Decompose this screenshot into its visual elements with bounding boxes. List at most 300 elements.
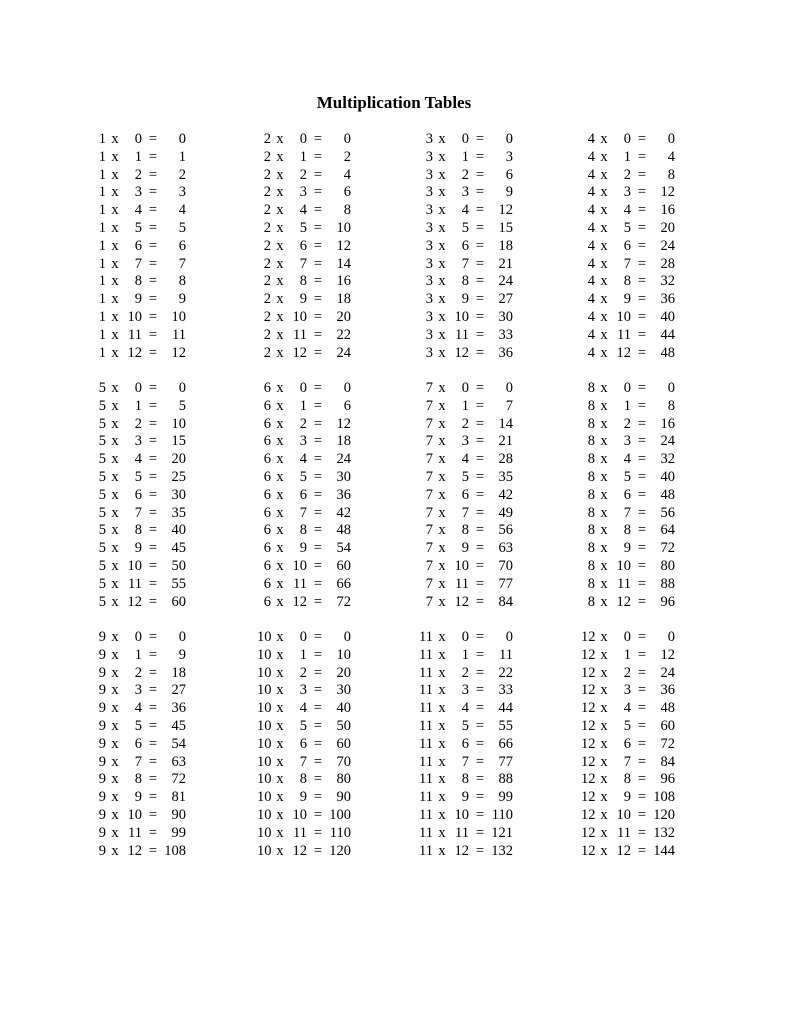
fact-row: [92, 558, 242, 576]
multiplier: 12: [616, 842, 631, 859]
times-sign: x: [276, 664, 284, 681]
equals-sign: =: [313, 397, 323, 414]
fact-row: [92, 327, 242, 345]
multiplier: 7: [623, 504, 631, 521]
multiplicand: 5: [98, 575, 106, 592]
fact-row: [419, 256, 569, 274]
fact-row: [419, 238, 569, 256]
fact-row: [419, 273, 569, 291]
product: 16: [660, 202, 675, 219]
times-sign: x: [600, 504, 608, 521]
table-2: [257, 131, 407, 362]
equals-sign: =: [148, 184, 158, 201]
product: 84: [498, 593, 513, 610]
product: 48: [660, 344, 675, 361]
fact-row: [419, 522, 569, 540]
multiplicand: 10: [257, 806, 272, 823]
fact-row: [419, 700, 569, 718]
product: 11: [499, 646, 513, 663]
equals-sign: =: [475, 131, 485, 147]
fact-row: [257, 629, 407, 647]
multiplicand: 7: [425, 557, 433, 574]
fact-row: [92, 807, 242, 825]
equals-sign: =: [475, 308, 485, 325]
fact-row: [581, 487, 731, 505]
times-sign: x: [438, 789, 446, 806]
equals-sign: =: [313, 522, 323, 539]
equals-sign: =: [475, 806, 485, 823]
multiplier: 5: [134, 717, 142, 734]
multiplier: 8: [461, 273, 469, 290]
product: 4: [343, 166, 351, 183]
product: 0: [667, 131, 675, 147]
fact-row: [419, 629, 569, 647]
times-sign: x: [600, 202, 608, 219]
multiplier: 4: [461, 700, 469, 717]
equals-sign: =: [148, 504, 158, 521]
multiplicand: 11: [419, 824, 433, 841]
product: 25: [171, 468, 186, 485]
equals-sign: =: [148, 308, 158, 325]
product: 35: [171, 504, 186, 521]
multiplier: 8: [461, 522, 469, 539]
product: 70: [498, 557, 513, 574]
equals-sign: =: [475, 504, 485, 521]
fact-row: [257, 594, 407, 612]
product: 50: [336, 717, 351, 734]
multiplicand: 7: [425, 451, 433, 468]
multiplier: 6: [623, 735, 631, 752]
equals-sign: =: [148, 255, 158, 272]
fact-row: [581, 505, 731, 523]
multiplicand: 9: [98, 629, 106, 645]
fact-row: [581, 700, 731, 718]
equals-sign: =: [475, 842, 485, 859]
times-sign: x: [111, 700, 119, 717]
product: 0: [343, 131, 351, 147]
times-sign: x: [438, 842, 446, 859]
equals-sign: =: [148, 273, 158, 290]
fact-row: [581, 576, 731, 594]
multiplicand: 3: [425, 273, 433, 290]
fact-row: [419, 416, 569, 434]
multiplicand: 2: [263, 326, 271, 343]
equals-sign: =: [148, 166, 158, 183]
times-sign: x: [111, 806, 119, 823]
times-sign: x: [438, 593, 446, 610]
multiplicand: 12: [581, 806, 596, 823]
times-sign: x: [600, 415, 608, 432]
times-sign: x: [111, 593, 119, 610]
multiplicand: 12: [581, 664, 596, 681]
fact-row: [257, 398, 407, 416]
multiplicand: 7: [425, 575, 433, 592]
times-sign: x: [600, 540, 608, 557]
multiplicand: 3: [425, 148, 433, 165]
product: 99: [498, 789, 513, 806]
times-sign: x: [111, 202, 119, 219]
page-title: Multiplication Tables: [316, 93, 472, 112]
multiplicand: 1: [98, 219, 106, 236]
equals-sign: =: [475, 540, 485, 557]
times-sign: x: [600, 433, 608, 450]
fact-row: [581, 345, 731, 363]
times-sign: x: [600, 166, 608, 183]
fact-row: [419, 789, 569, 807]
fact-row: [419, 202, 569, 220]
equals-sign: =: [148, 468, 158, 485]
equals-sign: =: [637, 433, 647, 450]
product: 48: [660, 486, 675, 503]
equals-sign: =: [148, 237, 158, 254]
multiplicand: 7: [425, 593, 433, 610]
multiplicand: 4: [587, 308, 595, 325]
times-sign: x: [438, 433, 446, 450]
fact-row: [92, 736, 242, 754]
multiplicand: 7: [425, 540, 433, 557]
times-sign: x: [111, 148, 119, 165]
equals-sign: =: [475, 468, 485, 485]
equals-sign: =: [637, 486, 647, 503]
multiplier: 2: [299, 415, 307, 432]
multiplier: 4: [134, 451, 142, 468]
product: 16: [336, 273, 351, 290]
product: 36: [171, 700, 186, 717]
product: 14: [336, 255, 351, 272]
product: 4: [667, 148, 675, 165]
multiplier: 3: [461, 433, 469, 450]
multiplicand: 3: [425, 344, 433, 361]
multiplier: 9: [299, 789, 307, 806]
product: 80: [336, 771, 351, 788]
product: 30: [336, 682, 351, 699]
multiplier: 0: [134, 629, 142, 645]
fact-row: [92, 576, 242, 594]
fact-row: [92, 700, 242, 718]
product: 80: [660, 557, 675, 574]
equals-sign: =: [148, 202, 158, 219]
times-sign: x: [438, 629, 446, 645]
equals-sign: =: [637, 504, 647, 521]
fact-row: [419, 558, 569, 576]
multiplicand: 6: [263, 557, 271, 574]
product: 63: [498, 540, 513, 557]
times-sign: x: [111, 397, 119, 414]
times-sign: x: [276, 540, 284, 557]
multiplier: 6: [461, 237, 469, 254]
fact-row: [92, 540, 242, 558]
equals-sign: =: [313, 219, 323, 236]
fact-row: [581, 807, 731, 825]
multiplicand: 3: [425, 184, 433, 201]
multiplicand: 8: [587, 468, 595, 485]
equals-sign: =: [313, 273, 323, 290]
equals-sign: =: [475, 344, 485, 361]
equals-sign: =: [148, 646, 158, 663]
fact-row: [419, 718, 569, 736]
product: 60: [336, 735, 351, 752]
equals-sign: =: [313, 202, 323, 219]
multiplier: 5: [134, 468, 142, 485]
multiplier: 2: [461, 166, 469, 183]
multiplier: 11: [617, 326, 631, 343]
fact-row: [92, 149, 242, 167]
equals-sign: =: [313, 166, 323, 183]
equals-sign: =: [637, 806, 647, 823]
fact-row: [419, 469, 569, 487]
fact-row: [92, 825, 242, 843]
product: 0: [667, 380, 675, 396]
times-sign: x: [600, 575, 608, 592]
equals-sign: =: [313, 824, 323, 841]
product: 12: [336, 237, 351, 254]
fact-row: [257, 576, 407, 594]
product: 16: [660, 415, 675, 432]
equals-sign: =: [637, 308, 647, 325]
equals-sign: =: [148, 451, 158, 468]
multiplier: 12: [616, 593, 631, 610]
multiplier: 8: [299, 771, 307, 788]
times-sign: x: [600, 629, 608, 645]
multiplier: 4: [623, 451, 631, 468]
equals-sign: =: [313, 415, 323, 432]
multiplicand: 2: [263, 131, 271, 147]
times-sign: x: [111, 237, 119, 254]
multiplier: 2: [134, 415, 142, 432]
table-7: [419, 380, 569, 611]
fact-row: [581, 665, 731, 683]
fact-row: [257, 291, 407, 309]
multiplicand: 5: [98, 468, 106, 485]
multiplicand: 6: [263, 575, 271, 592]
product: 2: [178, 166, 186, 183]
equals-sign: =: [148, 593, 158, 610]
table-8: [581, 380, 731, 611]
times-sign: x: [438, 824, 446, 841]
product: 18: [171, 664, 186, 681]
times-sign: x: [438, 291, 446, 308]
product: 8: [178, 273, 186, 290]
multiplier: 1: [623, 646, 631, 663]
equals-sign: =: [148, 717, 158, 734]
multiplier: 3: [623, 433, 631, 450]
multiplier: 0: [299, 380, 307, 396]
equals-sign: =: [313, 237, 323, 254]
fact-row: [257, 789, 407, 807]
fact-row: [257, 131, 407, 149]
fact-row: [581, 647, 731, 665]
multiplier: 6: [299, 486, 307, 503]
product: 55: [498, 717, 513, 734]
product: 36: [660, 682, 675, 699]
product: 0: [178, 131, 186, 147]
multiplicand: 4: [587, 291, 595, 308]
product: 32: [660, 273, 675, 290]
multiplier: 0: [623, 629, 631, 645]
fact-row: [419, 433, 569, 451]
equals-sign: =: [637, 237, 647, 254]
equals-sign: =: [313, 593, 323, 610]
fact-row: [581, 131, 731, 149]
product: 44: [498, 700, 513, 717]
product: 3: [178, 184, 186, 201]
multiplier: 4: [134, 202, 142, 219]
fact-row: [257, 451, 407, 469]
multiplier: 7: [299, 753, 307, 770]
multiplicand: 5: [98, 397, 106, 414]
product: 9: [505, 184, 513, 201]
equals-sign: =: [637, 842, 647, 859]
fact-row: [419, 487, 569, 505]
equals-sign: =: [475, 682, 485, 699]
equals-sign: =: [637, 273, 647, 290]
fact-row: [92, 469, 242, 487]
multiplier: 5: [299, 219, 307, 236]
multiplier: 5: [461, 219, 469, 236]
product: 24: [498, 273, 513, 290]
fact-row: [92, 665, 242, 683]
times-sign: x: [276, 575, 284, 592]
equals-sign: =: [475, 824, 485, 841]
fact-row: [581, 433, 731, 451]
equals-sign: =: [313, 344, 323, 361]
fact-row: [92, 647, 242, 665]
times-sign: x: [111, 326, 119, 343]
fact-row: [257, 700, 407, 718]
multiplier: 9: [134, 291, 142, 308]
equals-sign: =: [475, 700, 485, 717]
fact-row: [419, 398, 569, 416]
times-sign: x: [438, 700, 446, 717]
fact-row: [419, 291, 569, 309]
fact-row: [92, 256, 242, 274]
fact-row: [257, 682, 407, 700]
product: 144: [653, 842, 675, 859]
multiplier: 6: [299, 237, 307, 254]
product: 10: [336, 646, 351, 663]
multiplier: 1: [134, 148, 142, 165]
equals-sign: =: [313, 451, 323, 468]
multiplier: 4: [623, 700, 631, 717]
times-sign: x: [111, 451, 119, 468]
times-sign: x: [111, 255, 119, 272]
equals-sign: =: [475, 629, 485, 645]
product: 20: [660, 219, 675, 236]
multiplicand: 2: [263, 291, 271, 308]
product: 88: [660, 575, 675, 592]
fact-row: [257, 505, 407, 523]
times-sign: x: [276, 842, 284, 859]
equals-sign: =: [475, 397, 485, 414]
equals-sign: =: [148, 415, 158, 432]
equals-sign: =: [313, 326, 323, 343]
multiplier: 0: [461, 380, 469, 396]
multiplicand: 4: [587, 131, 595, 147]
product: 3: [505, 148, 513, 165]
multiplier: 2: [623, 166, 631, 183]
fact-row: [92, 451, 242, 469]
product: 72: [660, 540, 675, 557]
multiplicand: 2: [263, 255, 271, 272]
equals-sign: =: [637, 682, 647, 699]
times-sign: x: [438, 202, 446, 219]
product: 132: [491, 842, 513, 859]
equals-sign: =: [475, 557, 485, 574]
fact-row: [257, 380, 407, 398]
multiplicand: 4: [587, 344, 595, 361]
times-sign: x: [438, 664, 446, 681]
product: 0: [505, 380, 513, 396]
fact-row: [581, 167, 731, 185]
product: 40: [660, 308, 675, 325]
times-sign: x: [438, 504, 446, 521]
multiplicand: 8: [587, 540, 595, 557]
multiplier: 0: [134, 131, 142, 147]
times-sign: x: [111, 380, 119, 396]
multiplicand: 5: [98, 415, 106, 432]
equals-sign: =: [148, 540, 158, 557]
multiplicand: 11: [419, 664, 433, 681]
multiplicand: 6: [263, 504, 271, 521]
multiplier: 0: [299, 629, 307, 645]
product: 32: [660, 451, 675, 468]
equals-sign: =: [475, 593, 485, 610]
multiplier: 7: [461, 504, 469, 521]
table-6: [257, 380, 407, 611]
multiplicand: 2: [263, 273, 271, 290]
product: 28: [498, 451, 513, 468]
product: 40: [171, 522, 186, 539]
equals-sign: =: [313, 131, 323, 147]
fact-row: [257, 718, 407, 736]
multiplier: 7: [623, 753, 631, 770]
times-sign: x: [111, 273, 119, 290]
times-sign: x: [111, 433, 119, 450]
multiplicand: 5: [98, 540, 106, 557]
product: 21: [498, 255, 513, 272]
fact-row: [581, 754, 731, 772]
equals-sign: =: [313, 184, 323, 201]
fact-row: [92, 167, 242, 185]
times-sign: x: [111, 415, 119, 432]
times-sign: x: [111, 735, 119, 752]
product: 24: [660, 664, 675, 681]
times-sign: x: [438, 344, 446, 361]
multiplier: 8: [623, 771, 631, 788]
equals-sign: =: [475, 753, 485, 770]
fact-row: [257, 220, 407, 238]
multiplier: 0: [461, 131, 469, 147]
fact-row: [419, 451, 569, 469]
product: 1: [178, 148, 186, 165]
equals-sign: =: [637, 344, 647, 361]
multiplicand: 1: [98, 308, 106, 325]
multiplicand: 3: [425, 291, 433, 308]
multiplicand: 8: [587, 380, 595, 396]
equals-sign: =: [475, 646, 485, 663]
multiplier: 8: [623, 522, 631, 539]
multiplier: 10: [616, 308, 631, 325]
multiplicand: 1: [98, 202, 106, 219]
times-sign: x: [276, 131, 284, 147]
equals-sign: =: [148, 344, 158, 361]
multiplicand: 1: [98, 344, 106, 361]
equals-sign: =: [148, 842, 158, 859]
times-sign: x: [111, 166, 119, 183]
product: 60: [660, 717, 675, 734]
multiplier: 12: [292, 842, 307, 859]
times-sign: x: [438, 148, 446, 165]
